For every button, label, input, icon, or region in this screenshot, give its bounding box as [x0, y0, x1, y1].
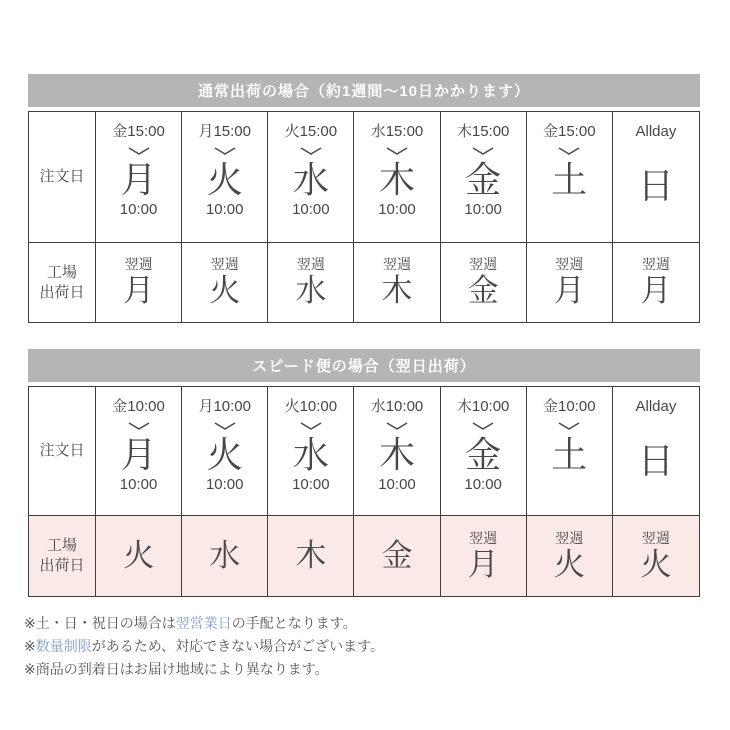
- ship-cell-sat: [527, 516, 613, 596]
- order-deadline-label: 金10:00: [112, 398, 165, 415]
- order-deadline-label: Allday: [635, 123, 677, 140]
- order-day: 木: [378, 159, 415, 200]
- table-title-banner: スピード便の場合（翌日出荷）: [28, 349, 700, 382]
- order-day: 土: [551, 434, 588, 475]
- order-time-label: 10:00: [378, 476, 416, 493]
- ship-day: 火: [640, 546, 672, 582]
- ship-week-note: 翌週: [641, 529, 670, 546]
- order-cell-wed: [268, 387, 354, 516]
- footnote-highlight: 翌営業日: [175, 615, 232, 631]
- ship-cell-tue: [182, 243, 268, 322]
- normal-shipping-table: [28, 0, 700, 323]
- ship-day: 火: [123, 538, 155, 573]
- ship-cell-sat: [527, 243, 613, 322]
- order-day: 火: [206, 434, 243, 475]
- ship-cell-sun: [613, 243, 699, 322]
- ship-day: 金: [467, 273, 499, 308]
- order-day: 水: [292, 434, 329, 475]
- order-time-label: 10:00: [464, 476, 502, 493]
- order-deadline-label: Allday: [635, 398, 677, 415]
- chevron-down-icon: [557, 421, 581, 431]
- footnote-text: があるため、対応できない場合がございます。: [91, 638, 385, 654]
- ship-day: 火: [553, 546, 585, 582]
- order-deadline-label: 金15:00: [112, 123, 165, 140]
- ship-row-label-line1: 工場: [46, 263, 77, 281]
- ship-row-label: [29, 516, 96, 596]
- footnote-line: [24, 612, 730, 635]
- order-time-label: 10:00: [378, 201, 416, 218]
- ship-cell-wed: [268, 243, 354, 322]
- ship-day: 月: [553, 273, 585, 308]
- chevron-down-icon: [557, 146, 581, 156]
- table-title-banner: 通常出荷の場合（約1週間〜10日かかります）: [28, 74, 700, 107]
- ship-day: 木: [381, 273, 413, 308]
- footnote-line: [24, 635, 730, 658]
- ship-row-label: [29, 243, 96, 322]
- ship-row-label-line1: 工場: [46, 537, 77, 554]
- ship-day: 水: [295, 273, 327, 308]
- ship-week-note: 翌週: [124, 256, 153, 272]
- ship-week-note: 翌週: [641, 256, 670, 272]
- chevron-down-icon: [471, 146, 495, 156]
- order-cell-tue: [182, 387, 268, 516]
- order-day: 火: [206, 159, 243, 200]
- ship-day: 月: [467, 546, 499, 582]
- ship-day: 月: [640, 273, 672, 308]
- order-day: 日: [637, 440, 674, 481]
- footnote-text: ※土・日・祝日の場合は: [24, 615, 176, 631]
- footnote-line: [24, 658, 730, 681]
- footnote-text: の手配となります。: [231, 615, 357, 631]
- chevron-down-icon: [385, 421, 409, 431]
- ship-row-label-line2: 出荷日: [39, 557, 85, 574]
- express-shipping-grid: [28, 386, 700, 597]
- express-shipping-table: [28, 349, 700, 597]
- order-deadline-label: 火15:00: [284, 123, 338, 140]
- order-cell-sun: [613, 387, 699, 516]
- ship-cell-mon: [96, 516, 182, 596]
- ship-day: 金: [381, 538, 413, 573]
- ship-cell-fri: [441, 243, 527, 322]
- order-deadline-label: 木15:00: [456, 123, 510, 140]
- order-time-label: 10:00: [119, 201, 158, 218]
- order-cell-thu: [354, 387, 440, 516]
- order-deadline-label: 火10:00: [284, 398, 338, 415]
- order-cell-tue: [182, 112, 268, 243]
- order-cell-sat: [527, 112, 613, 243]
- order-deadline-label: 月10:00: [198, 398, 251, 415]
- order-cell-thu: [354, 112, 440, 243]
- order-day: 月: [120, 434, 157, 475]
- order-cell-mon: [96, 387, 182, 516]
- chevron-down-icon: [471, 421, 495, 431]
- footnote-highlight: 数量制限: [35, 638, 92, 654]
- ship-cell-thu: [354, 516, 440, 596]
- order-cell-wed: [268, 112, 354, 243]
- order-day: 金: [465, 434, 502, 475]
- order-row-label: [29, 387, 96, 516]
- order-deadline-label: 水15:00: [370, 123, 424, 140]
- order-row-label: [29, 112, 96, 243]
- ship-week-note: 翌週: [555, 529, 584, 546]
- order-cell-mon: [96, 112, 182, 243]
- order-time-label: 10:00: [292, 201, 330, 218]
- footnotes: [24, 612, 730, 681]
- ship-cell-thu: [354, 243, 440, 322]
- order-deadline-label: 金15:00: [543, 123, 596, 140]
- ship-cell-sun: [613, 516, 699, 596]
- ship-cell-fri: [441, 516, 527, 596]
- order-time-label: 10:00: [119, 476, 158, 493]
- order-cell-fri: [441, 112, 527, 243]
- ship-week-note: 翌週: [382, 256, 411, 272]
- chevron-down-icon: [127, 146, 151, 156]
- ship-day: 木: [295, 538, 327, 573]
- order-deadline-label: 水10:00: [370, 398, 424, 415]
- order-cell-fri: [441, 387, 527, 516]
- chevron-down-icon: [385, 146, 409, 156]
- normal-shipping-grid: [28, 111, 700, 323]
- order-row-label-text: 注文日: [39, 168, 85, 185]
- order-cell-sat: [527, 387, 613, 516]
- footnote-text: ※商品の到着日はお届け地域により異なります。: [24, 661, 329, 677]
- ship-week-note: 翌週: [210, 256, 239, 272]
- ship-cell-wed: [268, 516, 354, 596]
- order-day: 水: [292, 159, 329, 200]
- ship-cell-tue: [182, 516, 268, 596]
- ship-week-note: 翌週: [296, 256, 325, 272]
- chevron-down-icon: [213, 146, 237, 156]
- chevron-down-icon: [127, 421, 151, 431]
- order-time-label: 10:00: [292, 476, 330, 493]
- ship-day: 月: [123, 273, 155, 308]
- ship-day: 水: [209, 538, 241, 573]
- chevron-down-icon: [213, 421, 237, 431]
- ship-cell-mon: [96, 243, 182, 322]
- order-time-label: 10:00: [205, 201, 244, 218]
- footnote-text: ※: [24, 638, 36, 654]
- order-day: 日: [637, 165, 674, 206]
- order-day: 月: [120, 159, 157, 200]
- order-deadline-label: 月15:00: [198, 123, 251, 140]
- order-day: 木: [378, 434, 415, 475]
- order-time-label: 10:00: [205, 476, 244, 493]
- ship-day: 火: [209, 273, 241, 308]
- order-deadline-label: 金10:00: [543, 398, 596, 415]
- order-day: 土: [551, 159, 588, 200]
- chevron-down-icon: [299, 421, 323, 431]
- ship-row-label-line2: 出荷日: [39, 283, 85, 301]
- chevron-down-icon: [299, 146, 323, 156]
- order-deadline-label: 木10:00: [456, 398, 510, 415]
- order-row-label-text: 注文日: [39, 442, 85, 459]
- order-day: 金: [465, 159, 502, 200]
- ship-week-note: 翌週: [555, 256, 584, 272]
- order-cell-sun: [613, 112, 699, 243]
- order-time-label: 10:00: [464, 201, 502, 218]
- ship-week-note: 翌週: [469, 256, 498, 272]
- ship-week-note: 翌週: [469, 529, 498, 546]
